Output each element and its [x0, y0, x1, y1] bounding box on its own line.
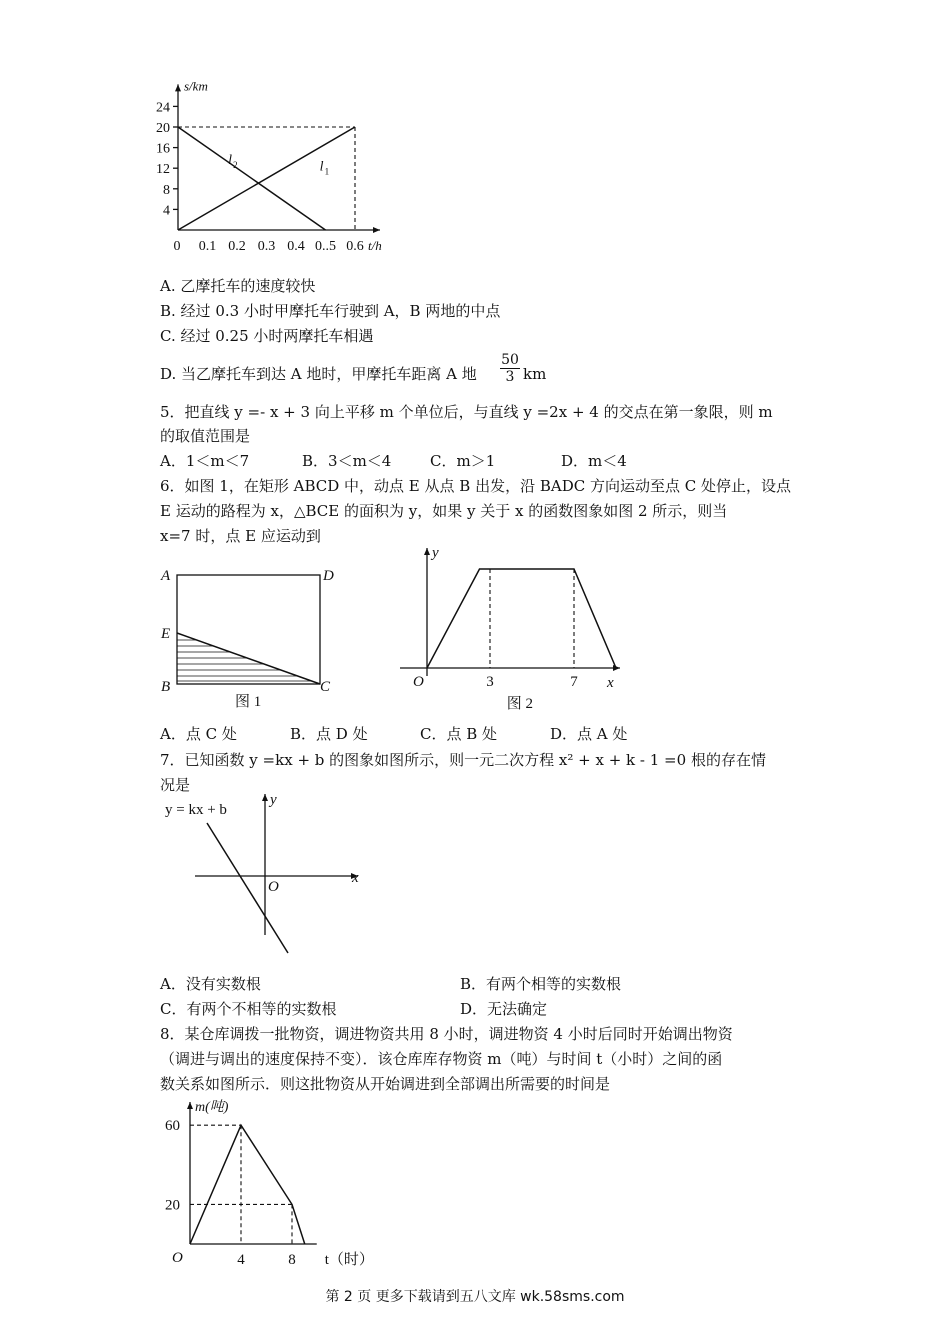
q7-option-a: A．没有实数根: [160, 975, 261, 993]
q4-option-d-text: D. 当乙摩托车到达 A 地时，甲摩托车距离 A 地: [160, 365, 477, 383]
equation-label: y = kx + b: [165, 802, 227, 818]
x-tick-label: 8: [288, 1252, 296, 1268]
x-tick-label: 4: [237, 1252, 245, 1268]
q4-option-d-unit: km: [523, 365, 547, 383]
x-axis-arrow-icon: [373, 227, 380, 233]
series-line-l2: [178, 127, 326, 230]
fraction-denominator: 3: [505, 369, 515, 385]
y-axis-label: m(吨): [195, 1100, 229, 1115]
y-tick-label: 20: [156, 121, 170, 136]
q7-option-b: B．有两个相等的实数根: [460, 975, 622, 993]
rectangle-abcd: [177, 575, 320, 684]
series-line-l1: [178, 127, 355, 230]
series-label-l1: l: [319, 159, 324, 175]
x-axis-label: t/h: [368, 238, 382, 253]
x-tick-label: 7: [570, 674, 578, 690]
x-tick-label: 0.2: [228, 239, 246, 254]
y-axis-arrow-icon: [262, 794, 268, 801]
y-tick-label: 16: [156, 141, 170, 157]
y-axis-arrow-icon: [187, 1102, 193, 1109]
q6-option-d: D．点 A 处: [550, 725, 628, 743]
x-tick-label: 0: [173, 239, 181, 254]
q7-option-c: C．有两个不相等的实数根: [160, 1000, 337, 1018]
y-tick-label: 24: [156, 100, 170, 116]
x-axis-arrow-icon: [613, 665, 620, 671]
y-tick-label: 60: [165, 1118, 180, 1135]
x-axis-label: x: [352, 870, 359, 886]
q7-line-1: 7．已知函数 y =kx + b 的图象如图所示，则一元二次方程 x² + x + k - 1 =0 根的存在情: [160, 751, 766, 769]
x-tick-label: 0.6: [346, 239, 364, 254]
q4-option-a: A. 乙摩托车的速度较快: [160, 277, 316, 295]
q8-line-1: 8．某仓库调拨一批物资，调进物资共用 8 小时，调进物资 4 小时后同时开始调出物资: [160, 1025, 733, 1043]
y-axis-arrow-icon: [424, 548, 430, 555]
x-tick-label: 0.3: [257, 239, 276, 254]
y-axis-arrow-icon: [175, 84, 181, 91]
x-axis-label: x: [607, 675, 614, 691]
y-tick-label: 20: [165, 1197, 180, 1214]
x-axis-label: t（时）: [324, 1252, 374, 1268]
linear-function-figure: [160, 790, 380, 960]
y-axis-label: y: [432, 545, 439, 561]
q4-option-b: B. 经过 0.3 小时甲摩托车行驶到 A，B 两地的中点: [160, 302, 501, 320]
q5-line-2: 的取值范围是: [160, 427, 251, 445]
figure-2-caption: 图 2: [506, 696, 534, 712]
series-line-y: [427, 569, 616, 668]
q6-option-c: C．点 B 处: [420, 725, 498, 743]
fraction-50-3: [500, 352, 520, 385]
distance-time-chart: [150, 68, 390, 268]
origin-label: O: [172, 1250, 183, 1266]
series-label-l2-subscript: 2: [233, 160, 238, 171]
fraction-numerator: 50: [501, 352, 519, 368]
label-b: B: [161, 679, 171, 695]
origin-label: O: [413, 674, 424, 690]
page-footer: 第 2 页 更多下载请到五八文库 wk.58sms.com: [325, 1289, 625, 1305]
y-tick-label: 12: [156, 162, 170, 178]
q5-line-1: 5．把直线 y =- x + 3 向上平移 m 个单位后，与直线 y =2x + 4 的交点在第一象限，则 m: [160, 403, 773, 421]
y-tick-label: 8: [163, 182, 170, 198]
x-tick-label: 0..5: [315, 239, 336, 254]
q5-option-b: B．3＜m＜4: [302, 452, 392, 470]
series-label-l2: l: [228, 153, 233, 169]
q5-option-c: C．m＞1: [430, 452, 496, 470]
label-a: A: [161, 568, 171, 584]
label-c: C: [320, 679, 331, 695]
q8-line-2: （调进与调出的速度保持不变）．该仓库库存物资 m（吨）与时间 t（小时）之间的函: [160, 1050, 723, 1068]
inventory-time-chart: [150, 1092, 410, 1272]
series-line-m: [190, 1125, 305, 1244]
area-function-chart: [395, 540, 635, 710]
q6-line-3: x=7 时，点 E 应运动到: [160, 527, 321, 545]
label-d: D: [323, 568, 334, 584]
q6-line-1: 6．如图 1，在矩形 ABCD 中，动点 E 从点 B 出发，沿 BADC 方向运动至点 C 处停止，设点: [160, 477, 791, 495]
q6-option-b: B．点 D 处: [290, 725, 368, 743]
q5-option-a: A．1＜m＜7: [160, 452, 250, 470]
q6-line-2: E 运动的路程为 x，△BCE 的面积为 y，如果 y 关于 x 的函数图象如图 2 所示，则当: [160, 502, 728, 520]
y-axis-label: s/km: [184, 78, 208, 94]
x-tick-label: 3: [486, 674, 494, 690]
x-tick-label: 0.1: [198, 239, 217, 254]
rectangle-figure: [155, 556, 355, 716]
q5-option-d: D．m＜4: [561, 452, 627, 470]
shaded-triangle-bce: [177, 640, 320, 681]
q6-option-a: A．点 C 处: [160, 725, 237, 743]
series-label-l1-subscript: 1: [324, 166, 330, 177]
q4-option-d: [160, 364, 477, 384]
y-axis-label: y: [270, 792, 277, 808]
y-tick-label: 4: [163, 203, 170, 219]
x-tick-label: 0.4: [287, 239, 305, 254]
q8-line-3: 数关系如图所示．则这批物资从开始调进到全部调出所需要的时间是: [160, 1075, 611, 1093]
figure-1-caption: 图 1: [235, 694, 262, 710]
q7-option-d: D．无法确定: [460, 1000, 548, 1018]
q4-option-c: C. 经过 0.25 小时两摩托车相遇: [160, 327, 374, 345]
label-e: E: [161, 626, 171, 642]
q7-line-2: 况是: [160, 776, 191, 794]
origin-label: O: [268, 879, 279, 895]
